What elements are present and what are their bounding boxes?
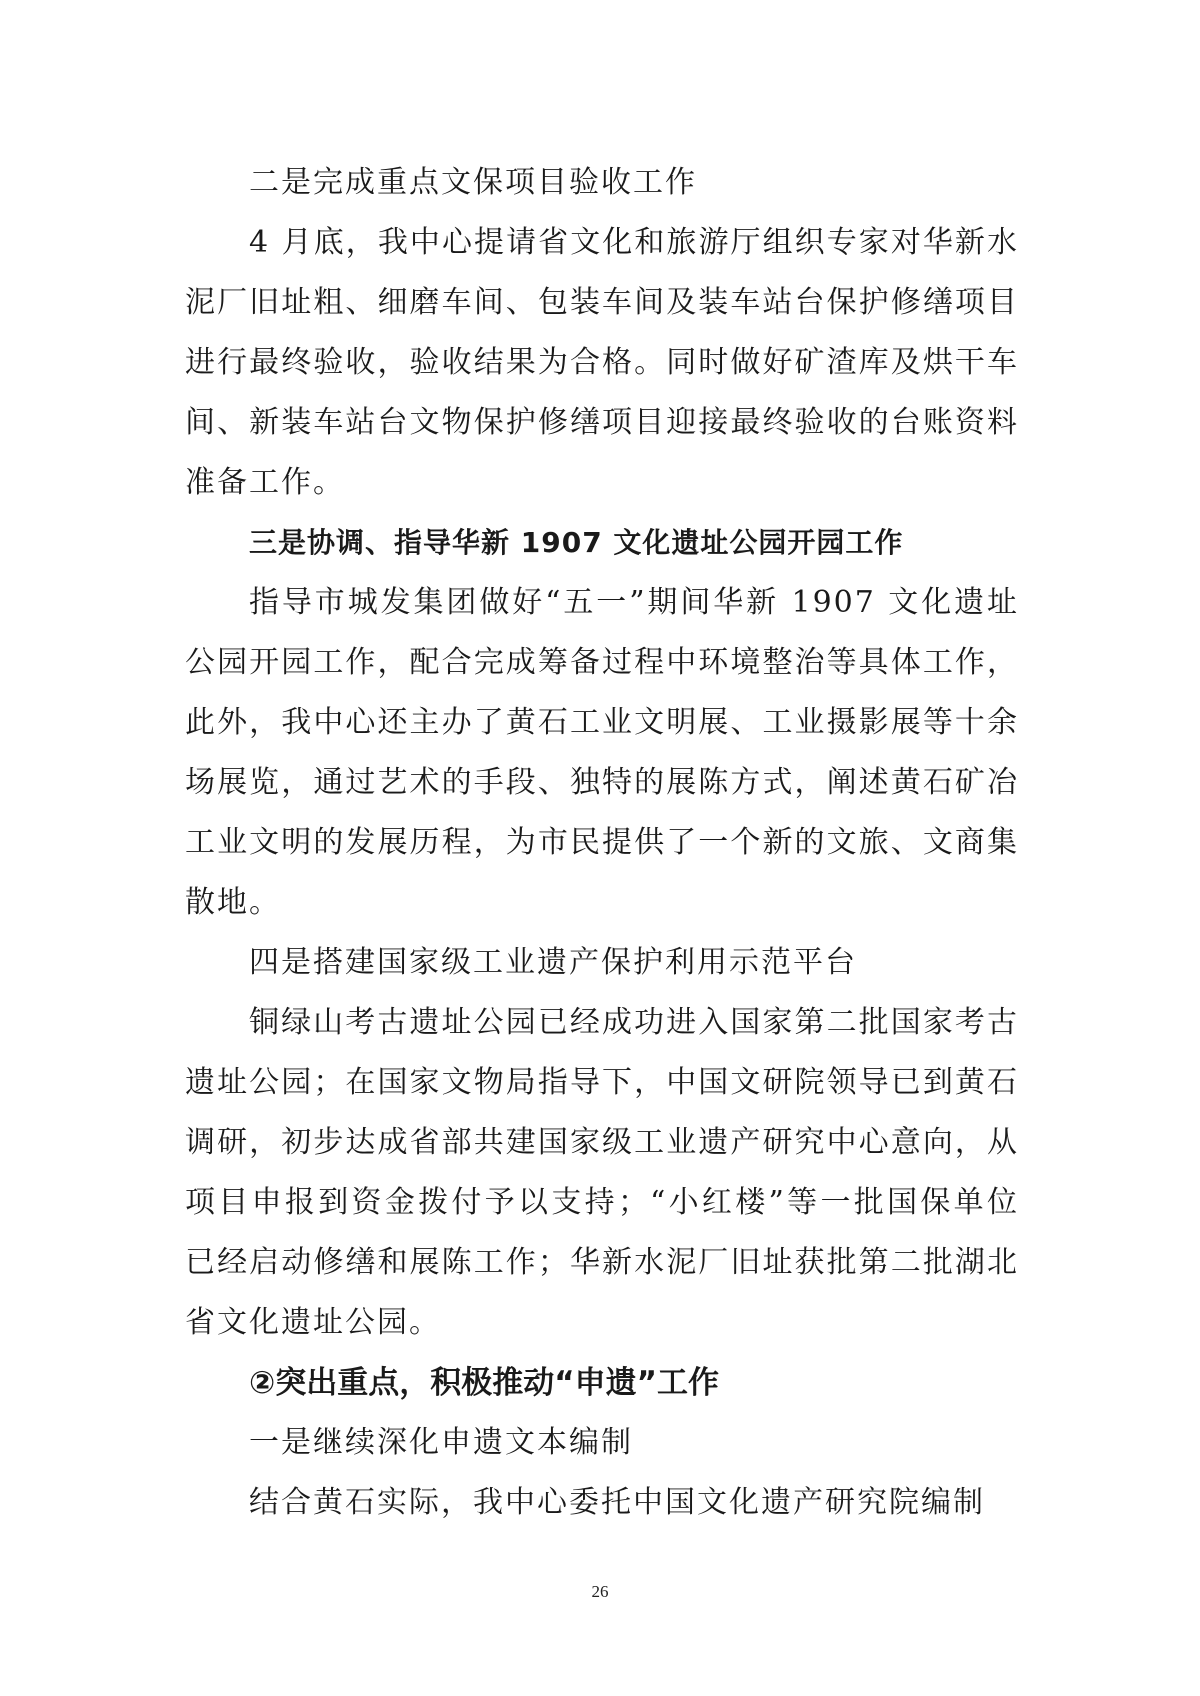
main-heading: ②突出重点，积极推动“申遗”工作 xyxy=(249,1365,719,1401)
sub-heading-1: 一是继续深化申遗文本编制 xyxy=(249,1425,633,1460)
last-paragraph: 结合黄石实际，我中心委托中国文化遗产研究院编制 xyxy=(249,1485,985,1520)
section-paragraph-4: 铜绿山考古遗址公园已经成功进入国家第二批国家考古遗址公园；在国家文物局指导下，中国文研院领导已到黄石调研，初步达成省部共建国家级工业遗产研究中心意向，从项目申报到资金拨付予以支持；“小红楼”等一批国保单位已经启动修缮和展陈工作；华新水泥厂旧址获批第二批湖北省文化遗址公园。 xyxy=(185,1005,1019,1340)
document-body xyxy=(185,153,1019,1533)
section-heading-2: 二是完成重点文保项目验收工作 xyxy=(249,165,697,200)
section-heading-3: 三是协调、指导华新 1907 文化遗址公园开园工作 xyxy=(249,526,904,559)
section-paragraph-2: 4 月底，我中心提请省文化和旅游厅组织专家对华新水泥厂旧址粗、细磨车间、包装车间及装车站台保护修缮项目进行最终验收，验收结果为合格。同时做好矿渣库及烘干车间、新装车站台文物保护修缮项目迎接最终验收的台账资料准备工作。 xyxy=(185,225,1019,500)
section-heading-4: 四是搭建国家级工业遗产保护利用示范平台 xyxy=(249,945,857,980)
page-number: 26 xyxy=(591,1582,609,1601)
section-paragraph-3: 指导市城发集团做好“五一”期间华新 1907 文化遗址公园开园工作，配合完成筹备过程中环境整治等具体工作，此外，我中心还主办了黄石工业文明展、工业摄影展等十余场展览，通过艺术的手段、独特的展陈方式，阐述黄石矿冶工业文明的发展历程，为市民提供了一个新的文旅、文商集散地。 xyxy=(185,585,1019,920)
